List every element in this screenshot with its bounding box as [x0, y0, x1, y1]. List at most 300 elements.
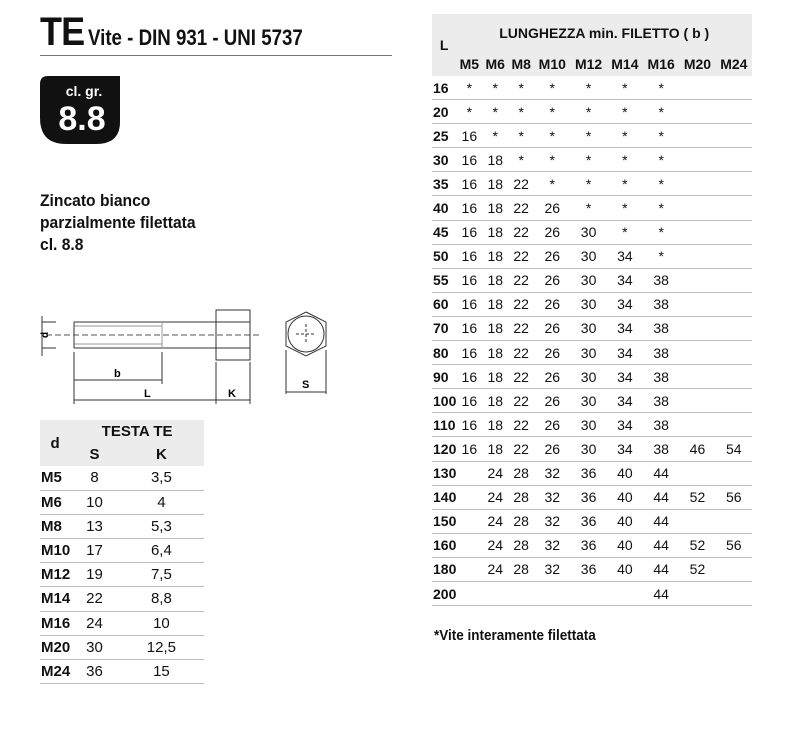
- cell-d: M24: [40, 659, 70, 683]
- cell-d: M6: [40, 490, 70, 514]
- cell-thread-length: 24: [482, 557, 508, 581]
- cell-thread-length: 46: [679, 437, 715, 461]
- cell-thread-length: 32: [534, 533, 570, 557]
- cell-thread-length: *: [643, 172, 679, 196]
- cell-thread-length: 26: [534, 268, 570, 292]
- cell-thread-length: [716, 581, 752, 605]
- cell-thread-length: 26: [534, 316, 570, 340]
- dim-l-label: L: [144, 388, 151, 400]
- cell-thread-length: 18: [482, 220, 508, 244]
- cell-k: 12,5: [119, 635, 204, 659]
- group-header-thread: LUNGHEZZA min. FILETTO ( b ): [456, 14, 752, 52]
- cell-thread-length: 16: [456, 220, 482, 244]
- cell-thread-length: 24: [482, 509, 508, 533]
- cell-thread-length: [716, 100, 752, 124]
- grade-badge-icon: [40, 72, 120, 146]
- cell-thread-length: [679, 581, 715, 605]
- table-row: [432, 148, 752, 172]
- cell-thread-length: 38: [643, 341, 679, 365]
- cell-thread-length: *: [643, 100, 679, 124]
- cell-thread-length: 36: [570, 533, 606, 557]
- col-header-size: M8: [508, 52, 534, 76]
- cell-thread-length: *: [570, 148, 606, 172]
- cell-thread-length: *: [607, 100, 643, 124]
- thread-length-table: [432, 14, 752, 606]
- table-row: [432, 533, 752, 557]
- cell-thread-length: 36: [570, 461, 606, 485]
- cell-thread-length: [508, 581, 534, 605]
- cell-thread-length: 38: [643, 365, 679, 389]
- cell-thread-length: 40: [607, 533, 643, 557]
- cell-thread-length: [534, 581, 570, 605]
- cell-thread-length: 28: [508, 461, 534, 485]
- cell-thread-length: 22: [508, 244, 534, 268]
- cell-thread-length: [679, 196, 715, 220]
- table-row: [432, 557, 752, 581]
- cell-thread-length: 38: [643, 389, 679, 413]
- table-row: [432, 292, 752, 316]
- col-header-size: M14: [607, 52, 643, 76]
- cell-d: M20: [40, 635, 70, 659]
- cell-thread-length: *: [607, 220, 643, 244]
- cell-thread-length: *: [534, 172, 570, 196]
- cell-length: 16: [432, 76, 456, 100]
- table-row: [432, 389, 752, 413]
- cell-thread-length: 18: [482, 196, 508, 220]
- cell-thread-length: [482, 581, 508, 605]
- cell-thread-length: [716, 244, 752, 268]
- cell-thread-length: [456, 509, 482, 533]
- cell-thread-length: *: [534, 124, 570, 148]
- cell-thread-length: 18: [482, 268, 508, 292]
- cell-length: 90: [432, 365, 456, 389]
- cell-length: 100: [432, 389, 456, 413]
- cell-thread-length: 26: [534, 365, 570, 389]
- cell-thread-length: *: [508, 148, 534, 172]
- badge-line1: cl. gr.: [65, 83, 103, 99]
- dim-s-label: S: [302, 379, 310, 391]
- cell-thread-length: 22: [508, 365, 534, 389]
- col-header-size: M20: [679, 52, 715, 76]
- cell-thread-length: 28: [508, 509, 534, 533]
- product-description: [40, 190, 196, 256]
- cell-thread-length: [716, 316, 752, 340]
- cell-thread-length: 52: [679, 557, 715, 581]
- cell-s: 36: [70, 659, 119, 683]
- col-header-l: L: [432, 14, 456, 76]
- cell-thread-length: [456, 581, 482, 605]
- col-header-size: M12: [570, 52, 606, 76]
- cell-thread-length: 26: [534, 341, 570, 365]
- cell-length: 45: [432, 220, 456, 244]
- cell-thread-length: [570, 581, 606, 605]
- table-row: [432, 316, 752, 340]
- cell-thread-length: 26: [534, 413, 570, 437]
- cell-thread-length: *: [570, 196, 606, 220]
- cell-s: 22: [70, 587, 119, 611]
- cell-length: 55: [432, 268, 456, 292]
- cell-thread-length: *: [508, 124, 534, 148]
- table-row: [40, 587, 204, 611]
- cell-thread-length: 18: [482, 365, 508, 389]
- table-row: [432, 76, 752, 100]
- cell-s: 10: [70, 490, 119, 514]
- cell-length: 70: [432, 316, 456, 340]
- cell-thread-length: 34: [607, 268, 643, 292]
- cell-thread-length: 16: [456, 365, 482, 389]
- cell-thread-length: [679, 365, 715, 389]
- cell-thread-length: [679, 389, 715, 413]
- cell-thread-length: *: [456, 100, 482, 124]
- cell-thread-length: 32: [534, 509, 570, 533]
- table-row: [40, 635, 204, 659]
- cell-thread-length: 40: [607, 461, 643, 485]
- cell-thread-length: [716, 268, 752, 292]
- col-header-k: K: [119, 443, 204, 466]
- cell-d: M16: [40, 611, 70, 635]
- cell-thread-length: [679, 341, 715, 365]
- cell-thread-length: 16: [456, 389, 482, 413]
- cell-thread-length: [679, 172, 715, 196]
- cell-s: 13: [70, 514, 119, 538]
- cell-thread-length: 34: [607, 341, 643, 365]
- cell-thread-length: *: [482, 124, 508, 148]
- cell-thread-length: 32: [534, 461, 570, 485]
- cell-thread-length: 30: [570, 316, 606, 340]
- col-header-size: M16: [643, 52, 679, 76]
- cell-thread-length: 22: [508, 268, 534, 292]
- cell-thread-length: 56: [716, 533, 752, 557]
- cell-thread-length: 44: [643, 533, 679, 557]
- cell-thread-length: [679, 220, 715, 244]
- dim-d-label: d: [40, 331, 51, 338]
- cell-thread-length: 44: [643, 581, 679, 605]
- cell-thread-length: 40: [607, 557, 643, 581]
- cell-thread-length: [716, 509, 752, 533]
- cell-thread-length: 30: [570, 341, 606, 365]
- cell-thread-length: [716, 461, 752, 485]
- table-row: [40, 466, 204, 490]
- cell-length: 50: [432, 244, 456, 268]
- cell-thread-length: 22: [508, 172, 534, 196]
- cell-thread-length: [716, 196, 752, 220]
- cell-thread-length: 52: [679, 485, 715, 509]
- cell-thread-length: 22: [508, 437, 534, 461]
- table-row: [432, 437, 752, 461]
- cell-thread-length: 30: [570, 292, 606, 316]
- cell-thread-length: *: [508, 100, 534, 124]
- cell-thread-length: 28: [508, 485, 534, 509]
- col-header-size: M5: [456, 52, 482, 76]
- cell-thread-length: *: [643, 124, 679, 148]
- badge-line2: 8.8: [58, 100, 106, 138]
- cell-thread-length: *: [482, 100, 508, 124]
- cell-k: 15: [119, 659, 204, 683]
- cell-thread-length: *: [570, 76, 606, 100]
- cell-thread-length: *: [607, 124, 643, 148]
- cell-thread-length: 22: [508, 196, 534, 220]
- cell-d: M5: [40, 466, 70, 490]
- cell-thread-length: 30: [570, 244, 606, 268]
- cell-thread-length: 30: [570, 220, 606, 244]
- table-row: [40, 514, 204, 538]
- table-row: [432, 172, 752, 196]
- cell-thread-length: 40: [607, 485, 643, 509]
- cell-thread-length: [716, 413, 752, 437]
- cell-thread-length: *: [643, 76, 679, 100]
- table-row: [432, 220, 752, 244]
- cell-k: 7,5: [119, 563, 204, 587]
- cell-s: 24: [70, 611, 119, 635]
- cell-thread-length: 44: [643, 461, 679, 485]
- cell-length: 60: [432, 292, 456, 316]
- table-row: [432, 413, 752, 437]
- cell-thread-length: 34: [607, 316, 643, 340]
- cell-thread-length: [679, 244, 715, 268]
- table-row: [432, 244, 752, 268]
- cell-s: 19: [70, 563, 119, 587]
- cell-d: M10: [40, 538, 70, 562]
- cell-thread-length: *: [570, 124, 606, 148]
- cell-thread-length: [716, 76, 752, 100]
- cell-thread-length: [679, 124, 715, 148]
- cell-thread-length: 56: [716, 485, 752, 509]
- cell-thread-length: 16: [456, 268, 482, 292]
- table-row: [432, 196, 752, 220]
- cell-thread-length: 18: [482, 148, 508, 172]
- head-dimensions-table: [40, 420, 204, 684]
- cell-thread-length: 22: [508, 389, 534, 413]
- cell-thread-length: 30: [570, 437, 606, 461]
- cell-s: 17: [70, 538, 119, 562]
- cell-thread-length: 18: [482, 341, 508, 365]
- cell-thread-length: 34: [607, 365, 643, 389]
- cell-thread-length: 34: [607, 437, 643, 461]
- table-row: [432, 268, 752, 292]
- cell-length: 35: [432, 172, 456, 196]
- cell-length: 180: [432, 557, 456, 581]
- cell-length: 160: [432, 533, 456, 557]
- cell-thread-length: *: [482, 76, 508, 100]
- cell-thread-length: 36: [570, 557, 606, 581]
- cell-thread-length: [679, 292, 715, 316]
- cell-thread-length: 38: [643, 316, 679, 340]
- cell-d: M12: [40, 563, 70, 587]
- col-header-size: M24: [716, 52, 752, 76]
- cell-thread-length: [716, 124, 752, 148]
- cell-thread-length: [716, 148, 752, 172]
- cell-thread-length: [679, 461, 715, 485]
- cell-thread-length: 22: [508, 220, 534, 244]
- cell-thread-length: [679, 509, 715, 533]
- cell-thread-length: 34: [607, 413, 643, 437]
- cell-thread-length: 16: [456, 124, 482, 148]
- cell-thread-length: 38: [643, 292, 679, 316]
- cell-thread-length: 44: [643, 485, 679, 509]
- cell-thread-length: 30: [570, 365, 606, 389]
- cell-thread-length: *: [643, 244, 679, 268]
- cell-thread-length: 26: [534, 220, 570, 244]
- dim-k-label: K: [228, 388, 236, 400]
- table-row: [432, 509, 752, 533]
- cell-thread-length: 18: [482, 172, 508, 196]
- cell-thread-length: 24: [482, 461, 508, 485]
- cell-thread-length: 44: [643, 557, 679, 581]
- cell-thread-length: [456, 485, 482, 509]
- col-header-d: d: [40, 420, 70, 466]
- cell-length: 150: [432, 509, 456, 533]
- col-header-s: S: [70, 443, 119, 466]
- cell-thread-length: [716, 557, 752, 581]
- cell-length: 30: [432, 148, 456, 172]
- cell-thread-length: 18: [482, 244, 508, 268]
- page-title: [40, 10, 340, 55]
- cell-thread-length: [679, 148, 715, 172]
- cell-thread-length: 26: [534, 389, 570, 413]
- cell-thread-length: 34: [607, 244, 643, 268]
- cell-length: 140: [432, 485, 456, 509]
- cell-thread-length: *: [643, 220, 679, 244]
- cell-thread-length: 40: [607, 509, 643, 533]
- table-row: [40, 538, 204, 562]
- cell-s: 30: [70, 635, 119, 659]
- cell-thread-length: *: [643, 196, 679, 220]
- cell-thread-length: 22: [508, 292, 534, 316]
- group-header-head: TESTA TE: [70, 420, 204, 443]
- cell-k: 6,4: [119, 538, 204, 562]
- cell-thread-length: 18: [482, 413, 508, 437]
- cell-thread-length: *: [607, 196, 643, 220]
- cell-thread-length: 36: [570, 509, 606, 533]
- description-line: cl. 8.8: [40, 235, 84, 254]
- cell-thread-length: 26: [534, 292, 570, 316]
- cell-thread-length: [716, 220, 752, 244]
- cell-d: M8: [40, 514, 70, 538]
- cell-thread-length: [679, 413, 715, 437]
- cell-thread-length: 18: [482, 389, 508, 413]
- cell-thread-length: 36: [570, 485, 606, 509]
- cell-thread-length: *: [534, 148, 570, 172]
- cell-thread-length: [716, 341, 752, 365]
- cell-thread-length: 18: [482, 437, 508, 461]
- cell-thread-length: [607, 581, 643, 605]
- title-sub: Vite - DIN 931 - UNI 5737: [87, 25, 303, 50]
- cell-thread-length: *: [456, 76, 482, 100]
- cell-thread-length: 54: [716, 437, 752, 461]
- cell-thread-length: [679, 76, 715, 100]
- table-row: [432, 461, 752, 485]
- table-row: [432, 341, 752, 365]
- cell-thread-length: 32: [534, 557, 570, 581]
- table-row: [432, 124, 752, 148]
- cell-thread-length: 16: [456, 413, 482, 437]
- cell-thread-length: 52: [679, 533, 715, 557]
- cell-length: 120: [432, 437, 456, 461]
- title-divider: [40, 55, 392, 56]
- cell-thread-length: *: [534, 76, 570, 100]
- cell-thread-length: [716, 389, 752, 413]
- cell-thread-length: 38: [643, 437, 679, 461]
- cell-thread-length: 28: [508, 533, 534, 557]
- table-row: [40, 563, 204, 587]
- cell-thread-length: *: [643, 148, 679, 172]
- cell-thread-length: 16: [456, 341, 482, 365]
- cell-thread-length: [716, 172, 752, 196]
- cell-thread-length: *: [607, 148, 643, 172]
- cell-k: 10: [119, 611, 204, 635]
- cell-thread-length: 16: [456, 196, 482, 220]
- cell-thread-length: [456, 533, 482, 557]
- table-row: [40, 490, 204, 514]
- description-line: Zincato bianco: [40, 191, 151, 210]
- cell-thread-length: 24: [482, 533, 508, 557]
- table-row: [40, 659, 204, 683]
- cell-thread-length: 22: [508, 341, 534, 365]
- cell-length: 200: [432, 581, 456, 605]
- table-row: [432, 485, 752, 509]
- cell-length: 80: [432, 341, 456, 365]
- cell-thread-length: 22: [508, 316, 534, 340]
- cell-d: M14: [40, 587, 70, 611]
- cell-thread-length: *: [570, 172, 606, 196]
- bolt-drawing: [36, 300, 356, 410]
- cell-thread-length: 16: [456, 292, 482, 316]
- cell-thread-length: [456, 557, 482, 581]
- cell-thread-length: 26: [534, 437, 570, 461]
- cell-thread-length: 22: [508, 413, 534, 437]
- table-row: [432, 581, 752, 605]
- cell-thread-length: 34: [607, 292, 643, 316]
- cell-thread-length: [716, 292, 752, 316]
- cell-thread-length: *: [607, 76, 643, 100]
- cell-thread-length: [456, 461, 482, 485]
- cell-thread-length: 30: [570, 413, 606, 437]
- cell-thread-length: 26: [534, 196, 570, 220]
- table-row: [432, 100, 752, 124]
- cell-thread-length: 24: [482, 485, 508, 509]
- cell-thread-length: 34: [607, 389, 643, 413]
- col-header-size: M6: [482, 52, 508, 76]
- cell-s: 8: [70, 466, 119, 490]
- cell-k: 4: [119, 490, 204, 514]
- cell-thread-length: 44: [643, 509, 679, 533]
- cell-k: 8,8: [119, 587, 204, 611]
- cell-thread-length: *: [607, 172, 643, 196]
- cell-thread-length: [716, 365, 752, 389]
- description-line: parzialmente filettata: [40, 213, 196, 232]
- dim-b-label: b: [114, 368, 121, 380]
- cell-thread-length: 26: [534, 244, 570, 268]
- cell-k: 5,3: [119, 514, 204, 538]
- cell-thread-length: 16: [456, 437, 482, 461]
- cell-thread-length: 38: [643, 413, 679, 437]
- title-main: TE: [40, 10, 85, 54]
- cell-length: 25: [432, 124, 456, 148]
- table-row: [40, 611, 204, 635]
- cell-thread-length: 32: [534, 485, 570, 509]
- cell-thread-length: 18: [482, 292, 508, 316]
- cell-length: 20: [432, 100, 456, 124]
- cell-thread-length: 16: [456, 244, 482, 268]
- cell-k: 3,5: [119, 466, 204, 490]
- cell-thread-length: *: [570, 100, 606, 124]
- cell-thread-length: 30: [570, 389, 606, 413]
- cell-length: 130: [432, 461, 456, 485]
- cell-thread-length: [679, 316, 715, 340]
- cell-thread-length: 38: [643, 268, 679, 292]
- col-header-size: M10: [534, 52, 570, 76]
- cell-thread-length: [679, 268, 715, 292]
